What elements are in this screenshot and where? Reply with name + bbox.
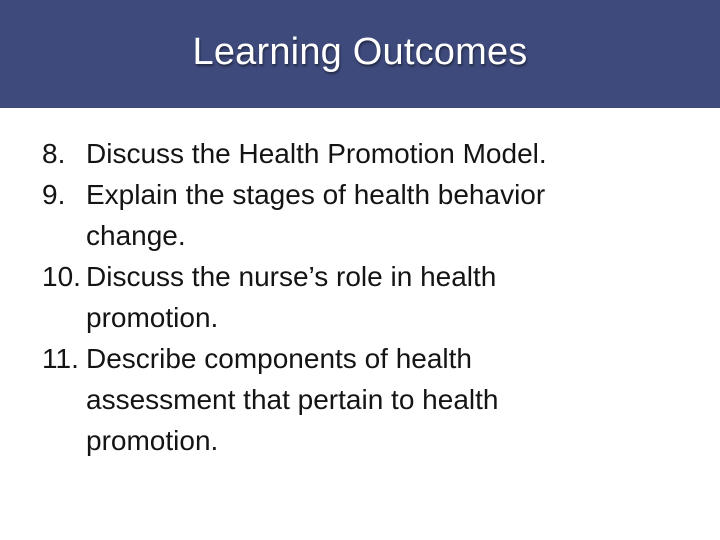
- outcome-number: 9.: [42, 179, 66, 210]
- outcome-text: [86, 133, 682, 174]
- outcome-number: 8.: [42, 138, 66, 169]
- outcome-line: Discuss the Health Promotion Model.: [86, 138, 547, 169]
- outcome-item-8: [42, 133, 682, 174]
- outcome-line: promotion.: [86, 302, 219, 333]
- outcome-line: change.: [86, 220, 186, 251]
- outcome-number: 10.: [42, 261, 81, 292]
- outcome-item-10: [42, 256, 682, 338]
- outcome-line: Describe components of health: [86, 343, 472, 374]
- outcome-item-9: [42, 174, 682, 256]
- outcome-line: Discuss the nurse’s role in health: [86, 261, 497, 292]
- outcome-number: 11.: [42, 343, 79, 374]
- outcome-text: [86, 174, 682, 256]
- outcome-text: [86, 256, 682, 338]
- outcome-text: [86, 338, 682, 461]
- outcome-line: promotion.: [86, 425, 219, 456]
- title-bar: [0, 0, 720, 108]
- outcome-line: Explain the stages of health behavior: [86, 179, 546, 210]
- outcome-line: assessment that pertain to health: [86, 384, 499, 415]
- outcome-item-11: [42, 338, 682, 461]
- slide-title: Learning Outcomes: [192, 30, 528, 73]
- learning-outcomes-list: [42, 133, 682, 461]
